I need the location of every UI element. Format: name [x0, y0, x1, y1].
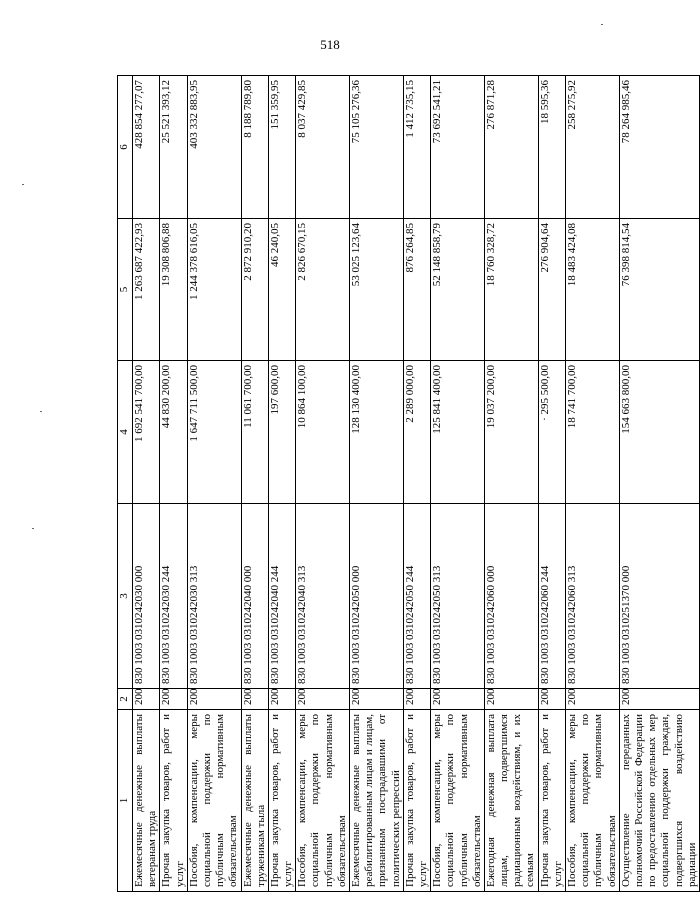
table-row	[403, 76, 430, 892]
row-code-cell: 830 1003 0310242040 000	[241, 504, 268, 689]
row-remainder-cell: 1 412 735,15	[403, 76, 430, 219]
row-remainder-cell: 75 105 276,36	[350, 76, 404, 219]
row-executed-cell: 276 904,64	[538, 219, 565, 361]
column-header: 4	[118, 361, 133, 504]
column-header: 1	[118, 710, 133, 892]
row-remainder-cell: 276 871,28	[484, 76, 538, 219]
row-code-cell: 830 1003 0310242050 313	[431, 504, 485, 689]
scan-speck	[32, 528, 34, 529]
row-plan-cell: 10 864 100,00	[296, 361, 350, 504]
column-header: 6	[118, 76, 133, 219]
row-plan-cell: · 295 500,00	[538, 361, 565, 504]
row-code-cell: 830 1003 0310251370 000	[619, 504, 699, 689]
page-number: 518	[320, 37, 340, 52]
row-name-cell: Ежегодная денежная выплата лицам, подвергшимся радиационным воздействиям, и их семьям	[484, 710, 538, 892]
table-row	[241, 76, 268, 892]
row-col2-cell: 200	[403, 689, 430, 710]
row-name-cell: Пособия, компенсации, меры социальной поддержки по публичным нормативным обязательствам	[566, 710, 620, 892]
row-col2-cell: 200	[484, 689, 538, 710]
row-col2-cell: 200	[187, 689, 241, 710]
row-col2-cell: 200	[133, 689, 160, 710]
table-row	[268, 76, 295, 892]
row-plan-cell: 1 692 541 700,00	[133, 361, 160, 504]
row-plan-cell: 1 647 711 500,00	[187, 361, 241, 504]
row-name-cell: Прочая закупка товаров, работ и услуг	[160, 710, 187, 892]
row-col2-cell: 200	[350, 689, 404, 710]
row-name-cell: Ежемесячные денежные выплаты труженикам тыла	[241, 710, 268, 892]
row-executed-cell: 2 826 670,15	[296, 219, 350, 361]
table-row	[566, 76, 620, 892]
row-executed-cell: 76 398 814,54	[619, 219, 699, 361]
table-row	[619, 76, 699, 892]
row-col2-cell: 200	[431, 689, 485, 710]
row-remainder-cell: 8 188 789,80	[241, 76, 268, 219]
scan-speck	[40, 411, 42, 412]
row-executed-cell: 19 308 806,88	[160, 219, 187, 361]
row-remainder-cell: 151 359,95	[268, 76, 295, 219]
row-executed-cell: 2 872 910,20	[241, 219, 268, 361]
column-header: 5	[118, 219, 133, 361]
row-executed-cell: 1 263 687 422,93	[133, 219, 160, 361]
table-row	[484, 76, 538, 892]
rotated-table-container	[117, 76, 698, 892]
row-name-cell: Ежемесячные денежные выплаты реабилитированным лицам и лицам, признанным пострадавшими от политических репрессий	[350, 710, 404, 892]
table-row	[296, 76, 350, 892]
row-remainder-cell: 258 275,92	[566, 76, 620, 219]
row-executed-cell: 53 025 123,64	[350, 219, 404, 361]
row-plan-cell: 44 830 200,00	[160, 361, 187, 504]
column-header: 3	[118, 504, 133, 689]
row-plan-cell: 2 289 000,00	[403, 361, 430, 504]
row-code-cell: 830 1003 0310242040 313	[296, 504, 350, 689]
row-name-cell: Пособия, компенсации, меры социальной поддержки по публичным нормативным обязательствам	[187, 710, 241, 892]
table-row	[538, 76, 565, 892]
table-row	[133, 76, 160, 892]
row-plan-cell: 125 841 400,00	[431, 361, 485, 504]
row-name-cell: Осуществление переданных полномочий Российской Федерации по предоставлению отдельных мер социальной поддержки граждан, подвергшихся воздействию радиации	[619, 710, 699, 892]
row-col2-cell: 200	[619, 689, 699, 710]
row-name-cell: Ежемесячные денежные выплаты ветеранам труда	[133, 710, 160, 892]
row-code-cell: 830 1003 0310242030 000	[133, 504, 160, 689]
row-plan-cell: 154 663 800,00	[619, 361, 699, 504]
row-name-cell: Пособия, компенсации, меры социальной поддержки по публичным нормативным обязательствам	[296, 710, 350, 892]
row-remainder-cell: 8 037 429,85	[296, 76, 350, 219]
row-executed-cell: 1 244 378 616,05	[187, 219, 241, 361]
row-remainder-cell: 18 595,36	[538, 76, 565, 219]
table-row	[431, 76, 485, 892]
row-col2-cell: 200	[241, 689, 268, 710]
row-remainder-cell: 73 692 541,21	[431, 76, 485, 219]
row-executed-cell: 876 264,85	[403, 219, 430, 361]
row-code-cell: 830 1003 0310242050 000	[350, 504, 404, 689]
row-executed-cell: 18 483 424,08	[566, 219, 620, 361]
table-body	[118, 76, 700, 892]
row-col2-cell: 200	[268, 689, 295, 710]
row-plan-cell: 11 061 700,00	[241, 361, 268, 504]
row-name-cell: Прочая закупка товаров, работ и услуг	[268, 710, 295, 892]
row-name-cell: Прочая закупка товаров, работ и услуг	[403, 710, 430, 892]
row-remainder-cell: 78 264 985,46	[619, 76, 699, 219]
row-code-cell: 830 1003 0310242030 244	[160, 504, 187, 689]
row-executed-cell: 18 760 328,72	[484, 219, 538, 361]
row-code-cell: 830 1003 0310242060 000	[484, 504, 538, 689]
row-code-cell: 830 1003 0310242060 313	[566, 504, 620, 689]
row-code-cell: 830 1003 0310242060 244	[538, 504, 565, 689]
row-code-cell: 830 1003 0310242050 244	[403, 504, 430, 689]
row-col2-cell: 200	[296, 689, 350, 710]
row-executed-cell: 52 148 858,79	[431, 219, 485, 361]
row-remainder-cell: 428 854 277,07	[133, 76, 160, 219]
table-row	[187, 76, 241, 892]
row-remainder-cell: 403 332 883,95	[187, 76, 241, 219]
row-code-cell: 830 1003 0310242030 313	[187, 504, 241, 689]
row-col2-cell: 200	[538, 689, 565, 710]
row-code-cell: 830 1003 0310242040 244	[268, 504, 295, 689]
row-col2-cell: 200	[160, 689, 187, 710]
row-plan-cell: 18 741 700,00	[566, 361, 620, 504]
budget-table	[117, 75, 700, 892]
row-plan-cell: 197 600,00	[268, 361, 295, 504]
row-executed-cell: 46 240,05	[268, 219, 295, 361]
row-remainder-cell: 25 521 393,12	[160, 76, 187, 219]
table-row	[160, 76, 187, 892]
header-row	[118, 76, 133, 892]
row-col2-cell: 200	[566, 689, 620, 710]
column-header: 2	[118, 689, 133, 710]
row-name-cell: Прочая закупка товаров, работ и услуг	[538, 710, 565, 892]
scan-speck	[22, 184, 24, 185]
table-row	[350, 76, 404, 892]
row-plan-cell: 19 037 200,00	[484, 361, 538, 504]
row-name-cell: Пособия, компенсации, меры социальной поддержки по публичным нормативным обязательствам	[431, 710, 485, 892]
scan-speck	[601, 24, 603, 25]
row-plan-cell: 128 130 400,00	[350, 361, 404, 504]
